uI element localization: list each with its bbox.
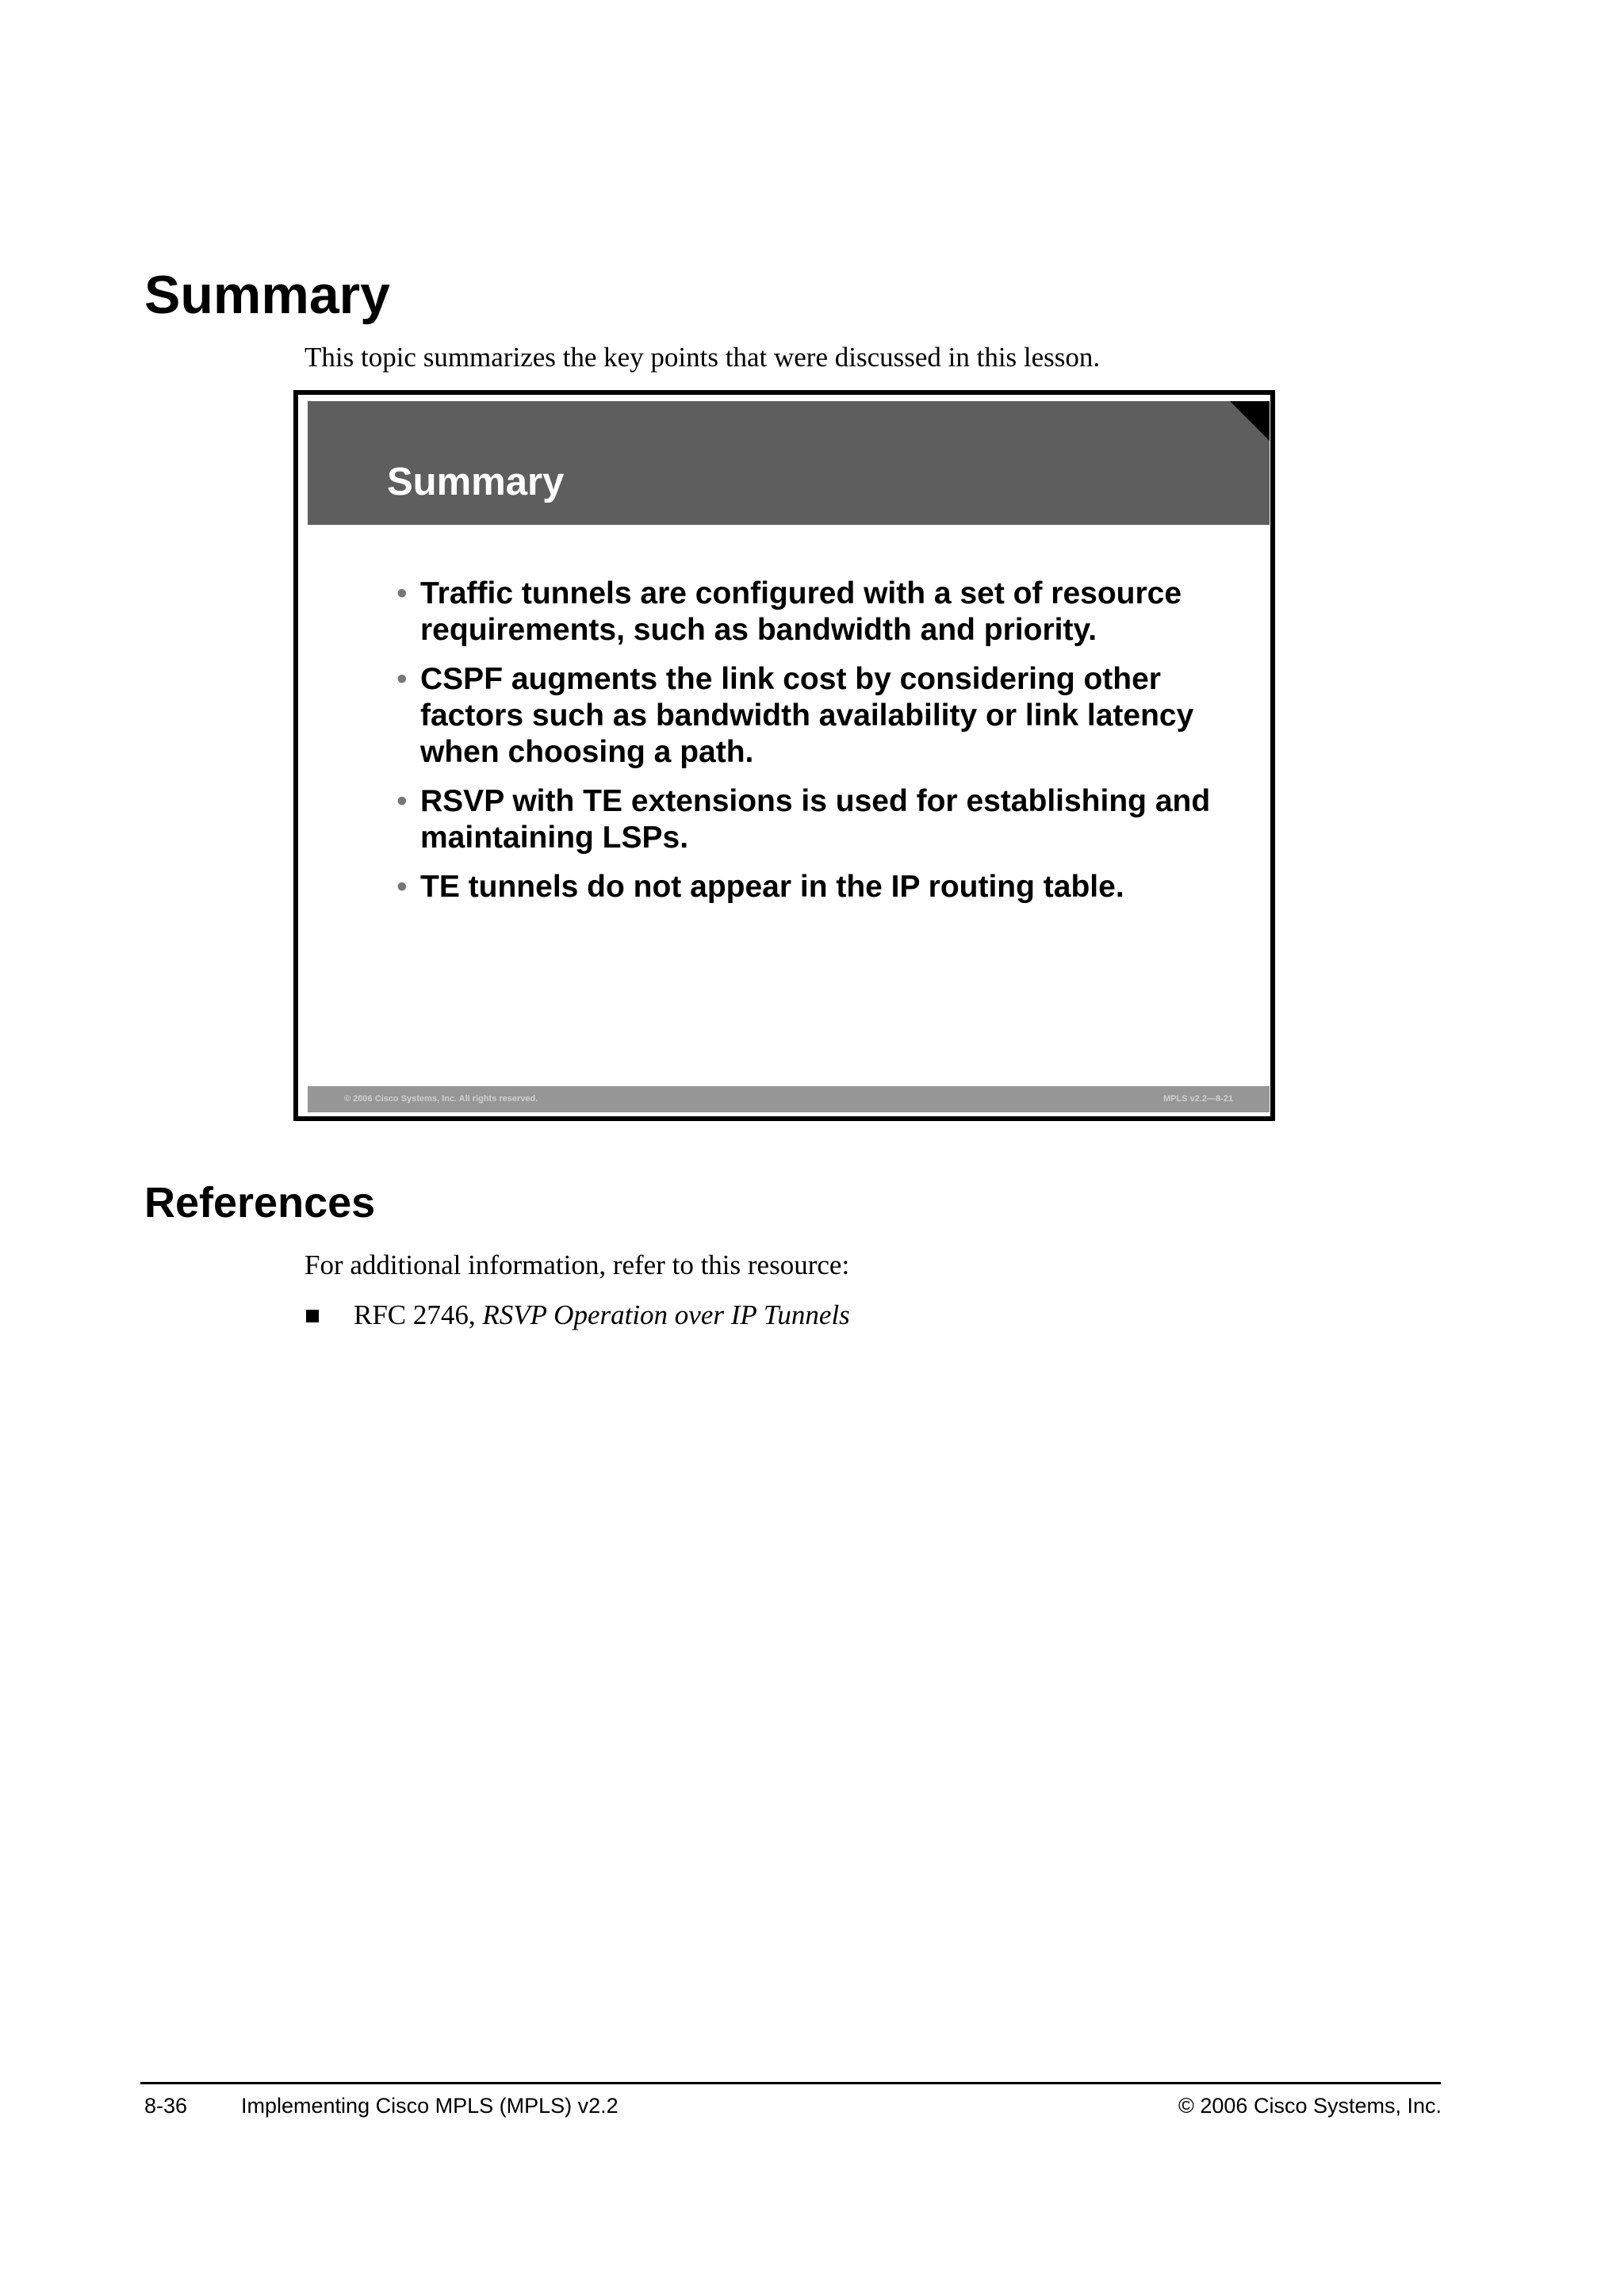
footer-book-title: Implementing Cisco MPLS (MPLS) v2.2 xyxy=(241,2094,619,2118)
reference-item xyxy=(304,1299,850,1332)
slide-header-bar xyxy=(308,401,1270,525)
slide-corner-triangle xyxy=(1230,401,1270,441)
reference-prefix: RFC 2746, xyxy=(354,1299,483,1330)
bullet-dot-icon: • xyxy=(396,784,408,818)
reference-title: RSVP Operation over IP Tunnels xyxy=(482,1299,850,1330)
square-bullet-icon xyxy=(306,1310,319,1322)
slide-bullet-text: Traffic tunnels are configured with a set of resource requirements, such as bandwidth and priority. xyxy=(420,576,1182,647)
slide-bullet-list xyxy=(396,576,1237,918)
slide-bullet-item xyxy=(396,661,1237,771)
slide-bullet-item xyxy=(396,869,1237,905)
slide-bullet-text: RSVP with TE extensions is used for establishing and maintaining LSPs. xyxy=(420,784,1211,855)
summary-slide xyxy=(293,390,1275,1121)
summary-intro-text: This topic summarizes the key points that were discussed in this lesson. xyxy=(304,342,1101,373)
slide-bullet-item xyxy=(396,576,1237,649)
footer-copyright: © 2006 Cisco Systems, Inc. xyxy=(1178,2094,1442,2118)
references-heading: References xyxy=(144,1179,376,1226)
slide-footer-copyright: © 2006 Cisco Systems, Inc. All rights reserved. xyxy=(344,1094,538,1104)
slide-title: Summary xyxy=(387,461,565,503)
bullet-dot-icon: • xyxy=(396,662,408,696)
references-intro-text: For additional information, refer to this resource: xyxy=(304,1249,850,1280)
bullet-dot-icon: • xyxy=(396,576,408,610)
summary-heading: Summary xyxy=(144,265,390,325)
slide-content xyxy=(308,401,1270,1112)
bullet-dot-icon: • xyxy=(396,870,408,904)
slide-footer-slide-id: MPLS v2.2—8-21 xyxy=(1162,1094,1233,1104)
slide-bullet-text: TE tunnels do not appear in the IP routing table. xyxy=(420,870,1124,904)
references-list xyxy=(304,1299,850,1332)
page-number: 8-36 xyxy=(144,2094,188,2118)
slide-footer-bar xyxy=(308,1086,1270,1112)
footer-divider xyxy=(140,2082,1441,2084)
slide-bullet-item xyxy=(396,783,1237,856)
slide-bullet-text: CSPF augments the link cost by considering other factors such as bandwidth availability or link latency when choosing a path. xyxy=(420,662,1194,769)
